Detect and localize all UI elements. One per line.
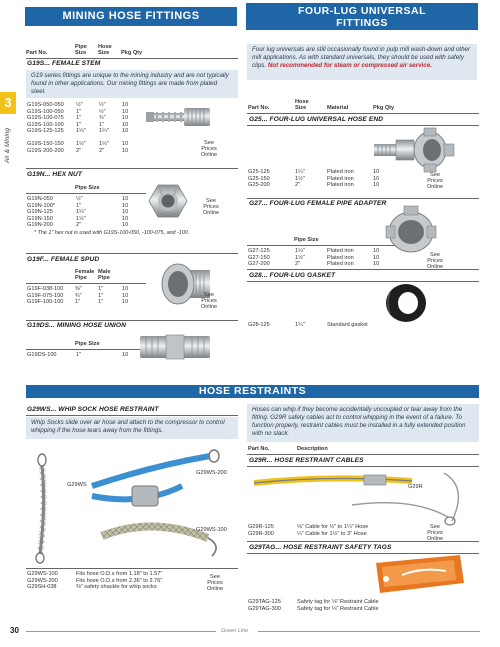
table-cell: G19F-100-100	[27, 299, 64, 306]
safety-tag-image	[372, 553, 468, 597]
table-row	[248, 599, 428, 606]
g27-see-prices[interactable]: See Prices Online	[426, 252, 444, 271]
table-cell: 2"	[99, 147, 105, 154]
g19n-col-header: Pipe Size	[75, 185, 100, 191]
table-row	[27, 115, 147, 122]
label-g29r: G29R	[408, 484, 423, 490]
table-cell: G19S-200-200	[27, 147, 64, 154]
table-cell: 2"	[76, 147, 82, 154]
table-cell: Standard gasket	[327, 322, 368, 328]
table-row	[27, 209, 147, 216]
table-cell: G29R-125	[248, 524, 274, 530]
table-cell: G25-150	[248, 175, 270, 182]
section-tab: 3	[0, 92, 16, 114]
banner-mining-hose-fittings: MINING HOSE FITTINGS	[25, 7, 237, 26]
table-cell: G19N-050	[27, 196, 53, 202]
table-cell: 10	[373, 248, 380, 254]
table-cell: 1"	[98, 292, 104, 299]
table-cell: ¾"	[75, 292, 82, 299]
g29ws-title: G29WS... WHIP SOCK HOSE RESTRAINT	[27, 406, 159, 413]
table-cell: 10	[122, 222, 129, 229]
table-row	[27, 293, 147, 300]
table-cell: G19DS-100	[27, 352, 57, 358]
table-cell: Plated iron	[327, 175, 354, 182]
table-row	[248, 531, 428, 538]
g25-see-prices[interactable]: See Prices Online	[426, 172, 444, 191]
table-cell: 2"	[295, 182, 301, 189]
table-cell: 2"	[76, 222, 82, 229]
table-cell: G19S-125-125	[27, 128, 64, 135]
table-row	[27, 128, 147, 135]
table-row	[27, 584, 217, 591]
g19f-table	[27, 286, 147, 306]
label-g29ws-100: G29WS-100	[196, 527, 227, 533]
table-row	[27, 203, 147, 210]
table-row	[248, 524, 428, 531]
table-cell: G27-150	[248, 254, 270, 261]
right-col-headers: Part No. Hose Size Material Pkg Qty	[248, 99, 395, 111]
table-cell: 10	[122, 147, 129, 154]
g19s-title: G19S... FEMALE STEM	[27, 60, 101, 67]
table-cell: G29SH-038	[27, 584, 57, 591]
mining-hose-union-image	[136, 330, 214, 364]
footer-brand: Green Line	[221, 628, 249, 634]
table-cell: 10	[122, 209, 129, 216]
table-row	[248, 606, 428, 613]
g19f-col-headers: Female Pipe Male Pipe	[75, 269, 111, 281]
g28-title: G28... FOUR-LUG GASKET	[249, 272, 336, 279]
table-cell: 10	[122, 115, 129, 122]
table-cell: 10	[373, 254, 380, 261]
g19s-table	[27, 102, 147, 154]
label-g29ws: G29WS	[67, 482, 87, 488]
table-cell: 10	[373, 182, 380, 189]
g29ws-see-prices[interactable]: See Prices Online	[206, 574, 224, 593]
table-cell: 1"	[75, 299, 81, 306]
g19s-note: G19 series fittings are unique to the mining industry and are not typically found in other applications. Our mining fittings are made from plated steel.	[26, 70, 238, 98]
table-cell: 10	[373, 169, 380, 175]
table-cell: ⅛" Cable for ½" to 1¼" Hose	[297, 524, 369, 530]
table-cell: 1¼"	[295, 248, 305, 254]
table-cell: 10	[122, 108, 129, 115]
table-cell: Fits hose O.D.s from 1.18" to 1.57"	[76, 571, 163, 577]
table-cell: 1"	[99, 121, 105, 128]
g19f-see-prices[interactable]: See Prices Online	[200, 292, 218, 311]
table-row	[27, 352, 147, 359]
table-cell: 10	[122, 292, 129, 299]
table-cell: G27-200	[248, 261, 270, 268]
table-row	[27, 102, 147, 109]
table-cell: G19F-075-100	[27, 292, 64, 299]
table-cell: 10	[122, 140, 129, 147]
female-stem-image	[146, 102, 212, 132]
table-cell: 1"	[98, 286, 104, 292]
fourlug-note: Four lug universals are still occasionally found in pulp mill wash-down and other mill applications. As with standard universals, they should be used with safety clips. Not recommended for steam or compressed air service.	[247, 44, 477, 80]
table-cell: 10	[373, 261, 380, 268]
table-cell: ½"	[99, 102, 106, 108]
g19ds-col-header: Pipe Size	[75, 341, 100, 347]
table-cell: 1"	[76, 121, 82, 128]
table-cell: 10	[373, 175, 380, 182]
table-cell: 1½"	[76, 140, 86, 147]
table-cell: 1"	[76, 202, 82, 209]
table-row	[27, 148, 147, 155]
banner-hose-restraints: HOSE RESTRAINTS	[26, 385, 479, 398]
table-row	[248, 261, 408, 268]
table-cell: 1¼"	[76, 209, 86, 216]
table-cell: Safety tag for ¼" Restraint Cable	[297, 605, 379, 612]
table-cell: 10	[122, 352, 129, 358]
table-cell: G29TAG-300	[248, 605, 281, 612]
table-cell: ½"	[99, 108, 106, 115]
table-cell: 1¼"	[76, 128, 86, 135]
g19n-title: G19N... HEX NUT	[27, 171, 82, 178]
g19n-see-prices[interactable]: See Prices Online	[202, 198, 220, 217]
table-cell: 2"	[295, 261, 301, 268]
whip-sock-image	[32, 446, 240, 566]
table-row	[27, 216, 147, 223]
table-row	[248, 176, 408, 183]
section-side-label: Air & Mining	[4, 127, 12, 164]
g29r-see-prices[interactable]: See Prices Online	[426, 524, 444, 543]
table-row	[248, 182, 408, 189]
restraint-col-headers: Part No. Description	[248, 446, 328, 452]
gasket-image	[382, 282, 428, 324]
table-row	[27, 299, 147, 306]
table-cell: G29R-300	[248, 530, 274, 537]
table-cell: G19S-100-100	[27, 121, 64, 128]
table-cell: Plated iron	[327, 261, 354, 268]
g19n-footnote: * The 1" hex nut is used with G19S-100-050, -100-075, and -100.	[34, 230, 190, 236]
g29r-table	[248, 524, 428, 537]
g19n-table	[27, 196, 147, 229]
table-cell: ⅜" safety shackle for whip socks	[76, 584, 157, 591]
restraint-cable-image	[252, 467, 472, 527]
table-cell: 1¼"	[99, 128, 109, 135]
g25-title: G25... FOUR-LUG UNIVERSAL HOSE END	[249, 116, 384, 123]
table-row	[27, 122, 147, 129]
table-cell: 10	[122, 202, 129, 209]
g19s-see-prices[interactable]: See Prices Online	[200, 140, 218, 159]
table-row	[27, 141, 147, 148]
table-cell: 1"	[76, 108, 82, 115]
table-cell: ½"	[76, 102, 83, 108]
table-cell: 10	[122, 121, 129, 128]
g19ds-table	[27, 352, 147, 359]
table-cell: G29TAG-125	[248, 599, 281, 605]
table-cell: Safety tag for ⅛" Restraint Cable	[297, 599, 379, 605]
table-cell: G29WS-100	[27, 571, 58, 577]
table-cell: G19N-125	[27, 209, 53, 216]
g29tag-title: G29TAG... HOSE RESTRAINT SAFETY TAGS	[249, 544, 392, 551]
table-cell: G27-125	[248, 248, 270, 254]
page-number: 30	[10, 626, 19, 635]
table-cell: G19N-200	[27, 222, 53, 229]
g29r-title: G29R... HOSE RESTRAINT CABLES	[249, 457, 364, 464]
table-cell: 10	[122, 299, 129, 306]
g27-title: G27... FOUR-LUG FEMALE PIPE ADAPTER	[249, 200, 387, 207]
table-cell: G19S-100-075	[27, 115, 64, 122]
table-cell: 10	[122, 215, 129, 222]
table-row	[27, 196, 147, 203]
banner-four-lug-universal: FOUR-LUG UNIVERSAL FITTINGS	[246, 3, 478, 30]
table-row	[27, 578, 217, 585]
table-cell: 1"	[76, 352, 82, 358]
table-cell: G19S-100-050	[27, 108, 64, 115]
g19f-title: G19F... FEMALE SPUD	[27, 256, 100, 263]
table-cell: G28-125	[248, 322, 270, 328]
table-cell: ¼" Cable for 1½" to 3" Hose	[297, 530, 367, 537]
table-cell: Plated iron	[327, 169, 354, 175]
female-pipe-adapter-image	[384, 204, 438, 256]
table-cell: G29WS-200	[27, 577, 58, 584]
g27-col-header: Pipe Size	[294, 237, 319, 243]
table-cell: ½"	[76, 196, 83, 202]
hex-nut-image	[148, 183, 188, 219]
table-row	[27, 571, 217, 578]
table-cell: 1¼"	[295, 322, 305, 328]
table-cell: 10	[122, 286, 129, 292]
table-cell: 1"	[76, 115, 82, 122]
table-cell: 1½"	[295, 254, 305, 261]
g29tag-table	[248, 599, 428, 612]
table-cell: Plated iron	[327, 248, 354, 254]
g29ws-table	[27, 571, 217, 591]
table-cell: 1"	[98, 299, 104, 306]
table-cell: ¾"	[99, 115, 106, 122]
label-g29ws-200: G29WS-200	[196, 470, 227, 476]
table-cell: G25-125	[248, 169, 270, 175]
table-cell: G25-200	[248, 182, 270, 189]
table-row	[27, 222, 147, 229]
g29ws-note: Whip Socks slide over air hose and attach to the compressor to control whipping if the hose tears away from the fittings.	[26, 417, 238, 439]
table-row	[27, 109, 147, 116]
table-cell: 1½"	[295, 175, 305, 182]
table-cell: 10	[122, 102, 129, 108]
table-cell: Plated iron	[327, 254, 354, 261]
table-cell: ⅜"	[75, 286, 82, 292]
table-cell: G19S-150-150	[27, 140, 64, 147]
table-cell: 1½"	[76, 215, 86, 222]
left-col-headers: Part No. Pipe Size Hose Size Pkg Qty	[26, 44, 143, 56]
g29r-note: Hoses can whip if they become accidentally uncoupled or tear away from the fitting. G29R safety cables act to control whipping in the event of a failure. To function properly, restraint cables must be installed in a fully extended position with no slack.	[247, 404, 479, 442]
table-cell: 1¼"	[295, 169, 305, 175]
table-cell: G19N-150	[27, 215, 53, 222]
table-cell: Fits hose O.D.s from 2.36" to 2.76"	[76, 577, 163, 584]
table-cell: G19S-050-050	[27, 102, 64, 108]
table-cell: 10	[122, 128, 129, 135]
table-cell: G19N-100*	[27, 202, 55, 209]
four-lug-hose-end-image	[372, 126, 464, 174]
table-cell: 10	[122, 196, 129, 202]
table-cell: 1½"	[99, 140, 109, 147]
table-cell: G19F-038-100	[27, 286, 64, 292]
table-cell: Plated iron	[327, 182, 354, 189]
g19ds-title: G19DS... MINING HOSE UNION	[27, 322, 126, 329]
table-row	[27, 286, 147, 293]
